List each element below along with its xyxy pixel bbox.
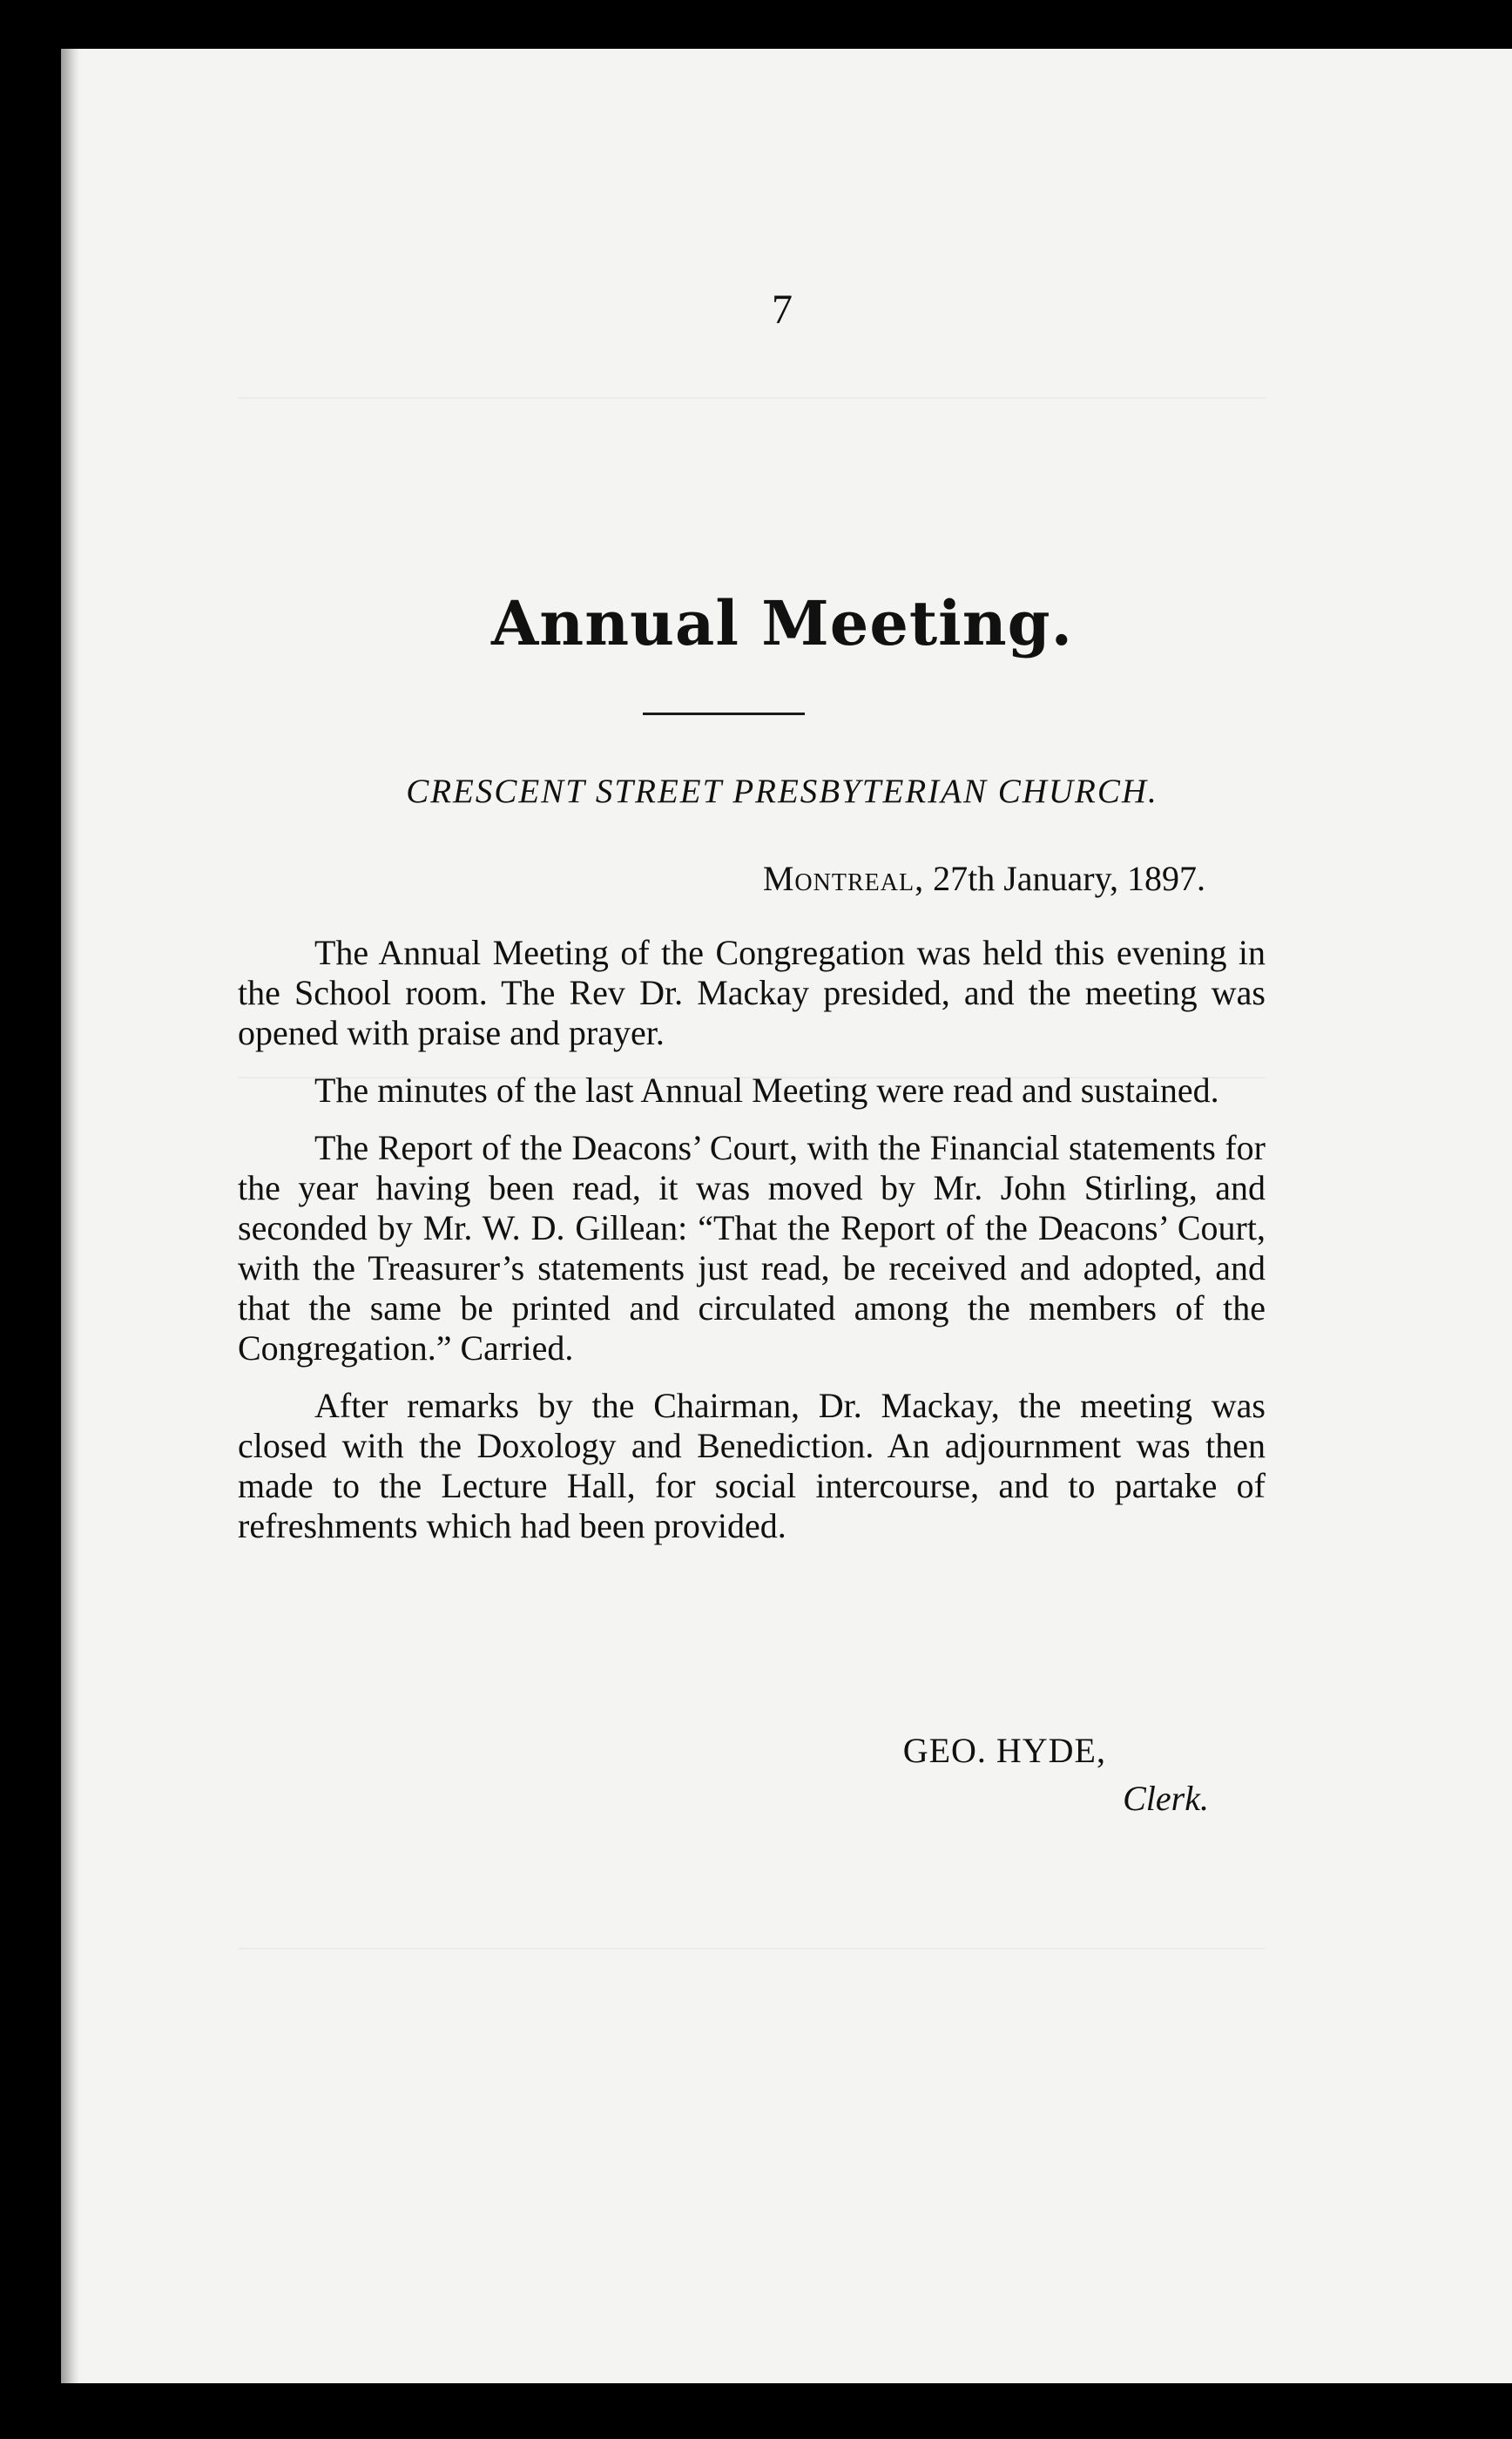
paragraph: After remarks by the Chairman, Dr. Mackay, the meeting was closed with the Doxology and Benediction. An adjournment was then made to the Lecture Hall, for social intercourse, and to partake of refreshments which had been provided. — [238, 1386, 1266, 1545]
page-number: 7 — [772, 287, 793, 333]
heading-divider — [643, 713, 805, 715]
paragraph: The Report of the Deacons’ Court, with the Financial statements for the year having been read, it was moved by Mr. John Stirling, and seconded by Mr. W. D. Gillean: “That the Report of the Deacons’ Court, with the Treasurer’s statements just read, be received and adopted, and that the same be printed and circulated among the members of the Congregation.” Carried. — [238, 1128, 1266, 1368]
dateline-date: 27th January, 1897. — [933, 859, 1205, 898]
dateline — [763, 858, 1205, 899]
paragraph: The Annual Meeting of the Congregation was held this evening in the School room. The Rev Dr. Mackay presided, and the meeting was opened with praise and prayer. — [238, 933, 1266, 1052]
signature-name: GEO. HYDE, — [902, 1731, 1106, 1770]
document-page — [61, 49, 1512, 2383]
dateline-city: Montreal, — [762, 859, 925, 898]
page-spine-shadow — [61, 49, 80, 2383]
minutes-body — [238, 933, 1266, 1564]
paragraph: The minutes of the last Annual Meeting were read and sustained. — [314, 1071, 1219, 1110]
church-name: CRESCENT STREET PRESBYTERIAN CHURCH. — [406, 773, 1158, 810]
signature-role: Clerk. — [1123, 1779, 1209, 1818]
show-through-line — [238, 397, 1266, 399]
show-through-line — [238, 1948, 1266, 1949]
page-heading: Annual Meeting. — [490, 587, 1073, 659]
